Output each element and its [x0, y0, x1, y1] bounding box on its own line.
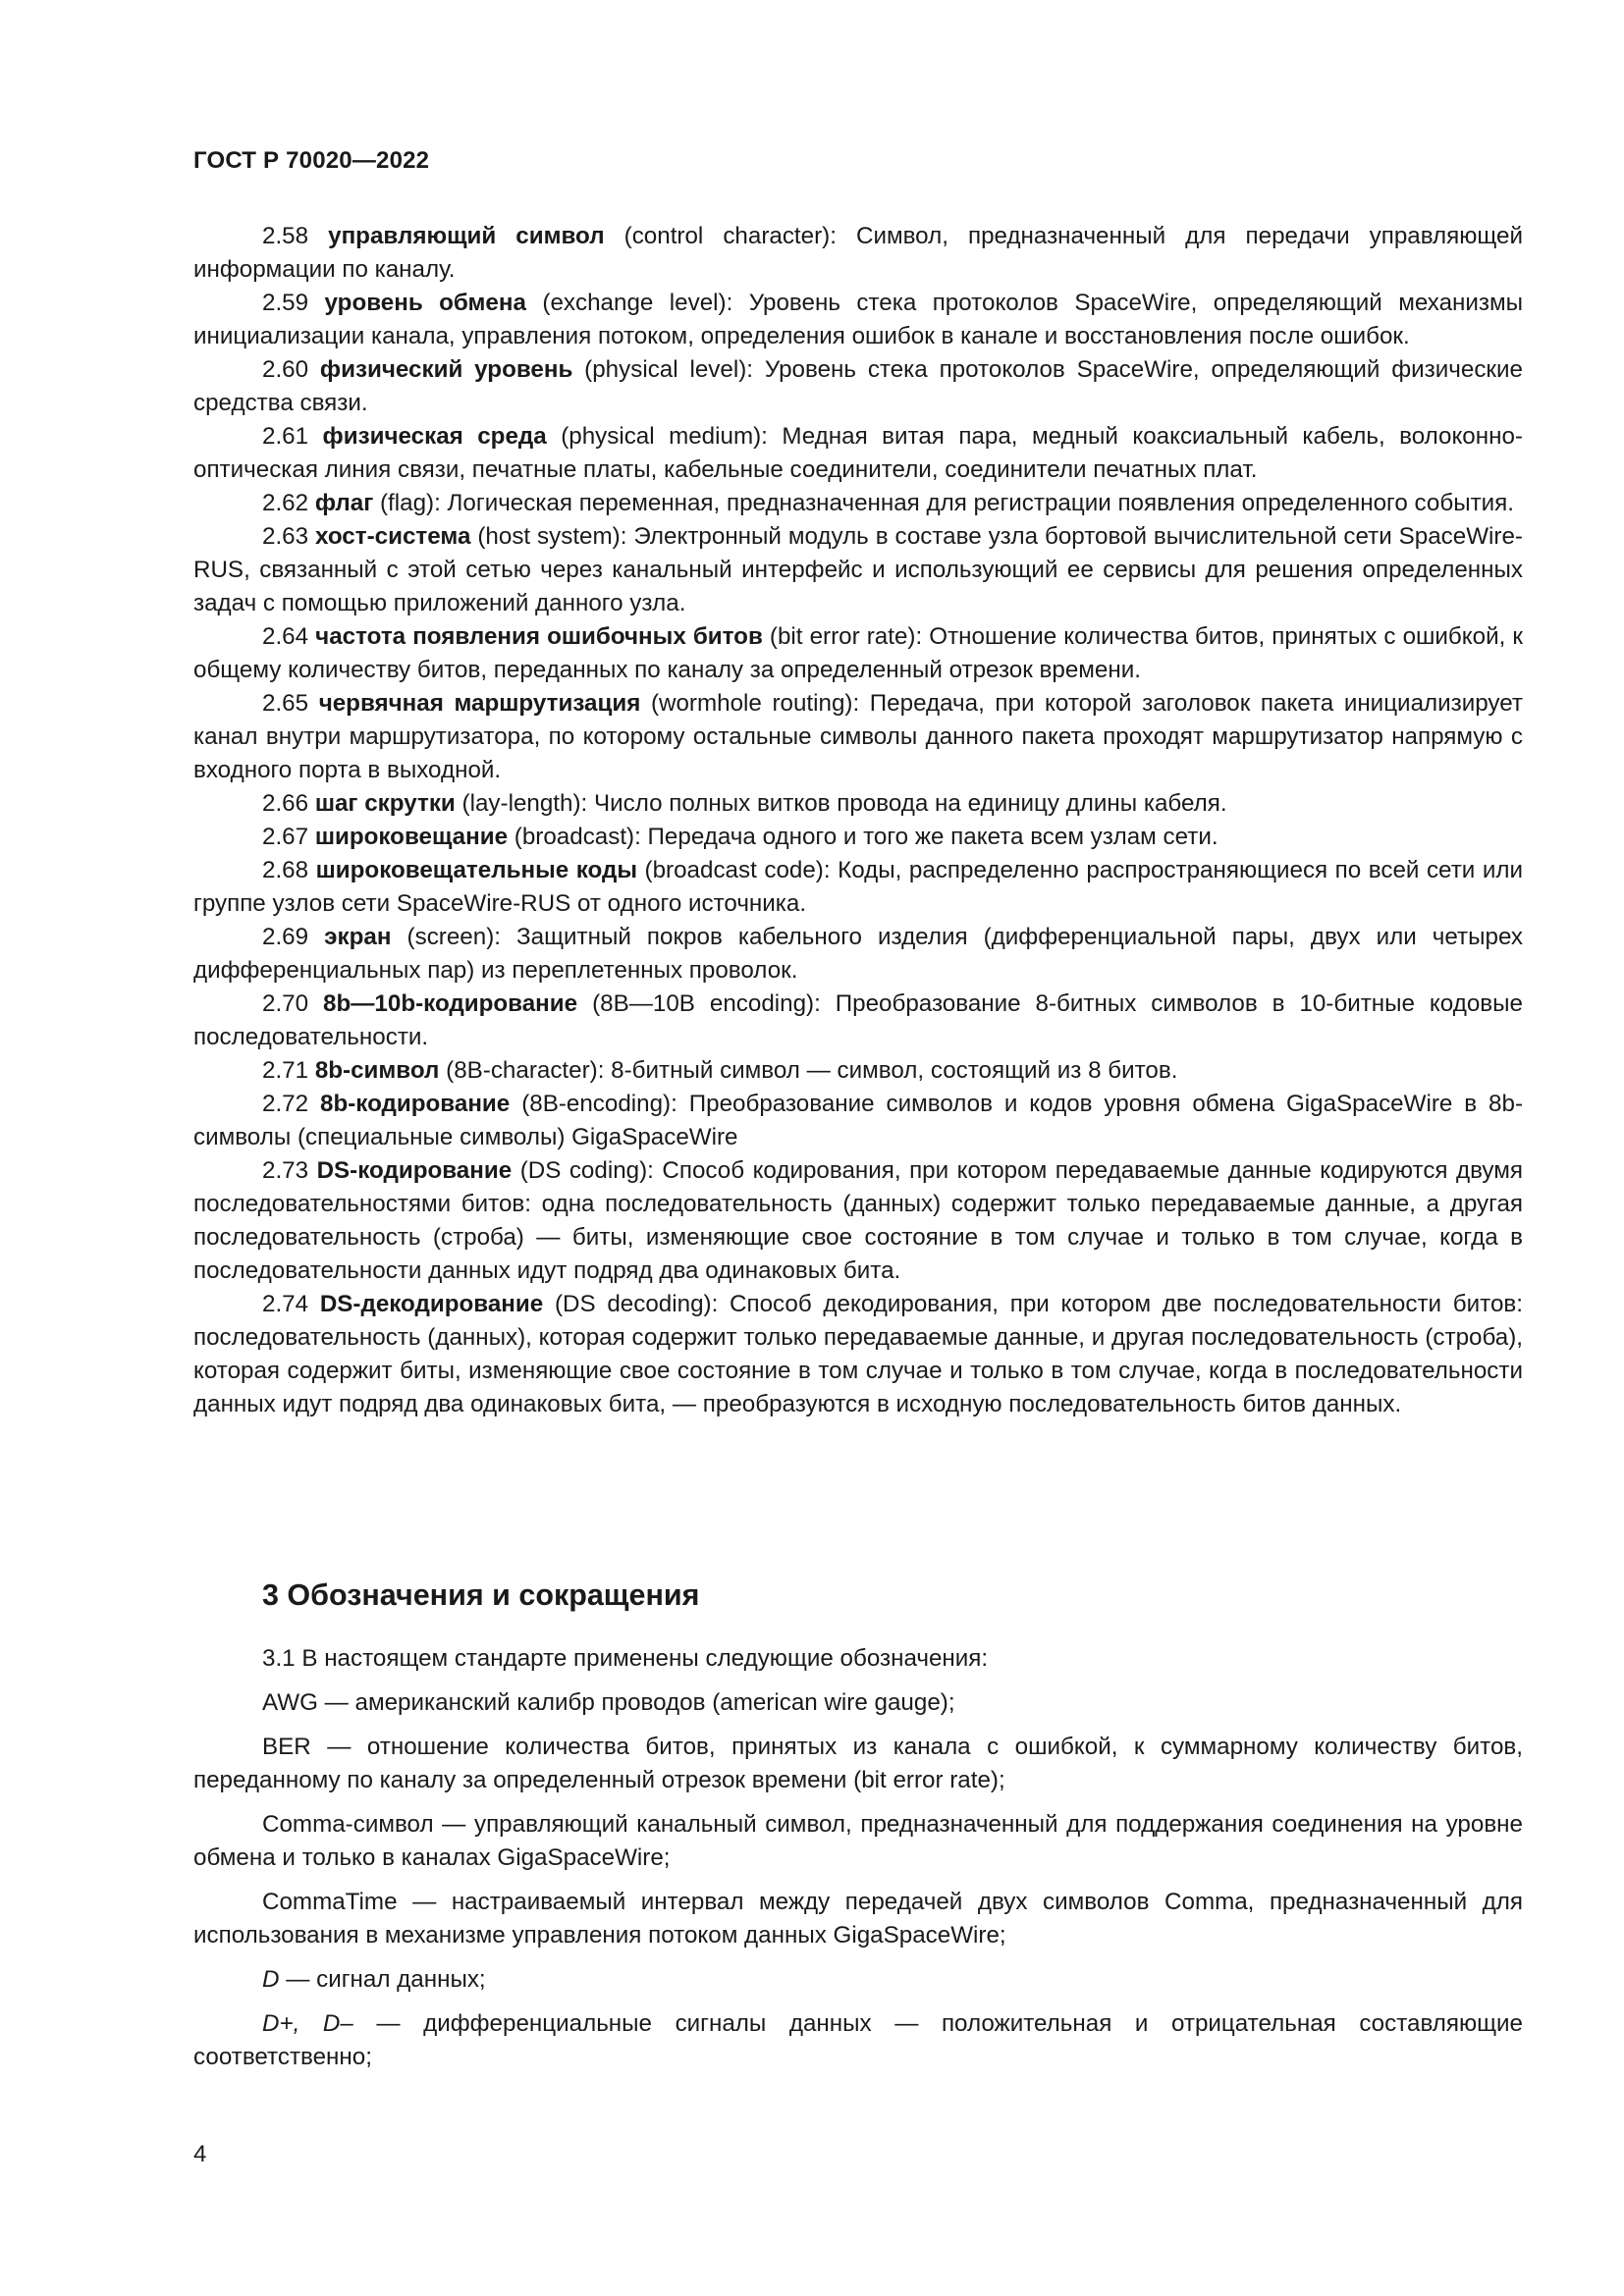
definition-number: 2.61 [262, 423, 309, 450]
definition-text: (DS coding): Способ кодирования, при котором передаваемые данные кодируются двумя последовательностями битов: одна последовательность (данных) содержит только передаваемые данные, а другая последовательность (строба) — биты, изменяющие свое состояние в том случае и только в том случае, когда в последовательности данных идут подряд два одинаковых бита. [193, 1157, 1523, 1284]
definition-number: 2.66 [262, 790, 309, 817]
definition-term: DS-декодирование [319, 1291, 544, 1317]
definition-text: (bit error rate): Отношение количества битов, принятых с ошибкой, к общему количеству битов, переданных по каналу за определенный отрезок времени. [193, 623, 1523, 683]
definition-term: 8b-символ [314, 1057, 440, 1084]
definition-term: 8b-кодирование [320, 1091, 511, 1117]
definition-text: (physical level): Уровень стека протоколов SpaceWire, определяющий физические средства связи. [193, 356, 1523, 416]
definition-term: 8b—10b-кодирование [323, 990, 578, 1017]
definition-number: 2.70 [262, 990, 309, 1017]
definition-text: (flag): Логическая переменная, предназначенная для регистрации появления определенного события. [380, 490, 1514, 516]
abbreviation-item [193, 2007, 1523, 2074]
definitions-list [193, 220, 1523, 1421]
definition-term: широковещательные коды [315, 857, 637, 883]
abbreviation-text: CommaTime — настраиваемый интервал между передачей двух символов Comma, предназначенный для использования в механизме управления потоком данных GigaSpaceWire; [193, 1889, 1523, 1949]
abbreviations-list [193, 1642, 1523, 2085]
definition-text: (DS decoding): Способ декодирования, при котором две последовательности битов: последовательность (данных), которая содержит только передаваемые данные, и другая последовательность (строба), которая содержит биты, изменяющие свое состояние в том случае и только в том случае, когда в последовательности данных идут подряд два одинаковых бита, — преобразуются в исходную последовательность битов данных. [193, 1291, 1523, 1417]
abbreviation-text: AWG — американский калибр проводов (american wire gauge); [262, 1689, 955, 1716]
definition-text: (control character): Символ, предназначенный для передачи управляющей информации по каналу. [193, 223, 1523, 283]
definition-number: 2.69 [262, 924, 309, 950]
document-header: ГОСТ Р 70020—2022 [193, 147, 430, 174]
definition-text: (screen): Защитный покров кабельного изделия (дифференциальной пары, двух или четырех дифференциальных пар) из переплетенных проволок. [193, 924, 1523, 984]
abbreviation-text: — дифференциальные сигналы данных — положительная и отрицательная составляющие соответственно; [193, 2010, 1523, 2070]
definition-term: физическая среда [322, 423, 547, 450]
definition-number: 2.58 [262, 223, 309, 249]
definition-2-65 [193, 687, 1523, 787]
definition-text: (physical medium): Медная витая пара, медный коаксиальный кабель, волоконно-оптическая линия связи, печатные платы, кабельные соединители, соединители печатных плат. [193, 423, 1523, 483]
abbreviation-text: — сигнал данных; [279, 1966, 486, 1993]
definition-term: частота появления ошибочных битов [315, 623, 763, 650]
definition-term: экран [324, 924, 392, 950]
definition-number: 2.73 [262, 1157, 309, 1184]
definition-2-68 [193, 854, 1523, 921]
abbreviation-item [193, 1808, 1523, 1875]
definition-2-70 [193, 988, 1523, 1054]
definition-number: 2.68 [262, 857, 309, 883]
definition-text: (8B-character): 8-битный символ — символ, состоящий из 8 битов. [446, 1057, 1178, 1084]
definition-text: (lay-length): Число полных витков провода на единицу длины кабеля. [461, 790, 1227, 817]
abbreviation-text: Comma-символ — управляющий канальный символ, предназначенный для поддержания соединения на уровне обмена и только в каналах GigaSpaceWire; [193, 1811, 1523, 1871]
definition-term: DS-кодирование [316, 1157, 513, 1184]
definition-text: (broadcast code): Коды, распределенно распространяющиеся по всей сети или группе узлов сети SpaceWire-RUS от одного источника. [193, 857, 1523, 917]
definition-2-74 [193, 1288, 1523, 1421]
definition-term: хост-система [315, 523, 471, 550]
definition-number: 2.64 [262, 623, 309, 650]
definition-text: (8B-encoding): Преобразование символов и кодов уровня обмена GigaSpaceWire в 8b-символы (специальные символы) GigaSpaceWire [193, 1091, 1523, 1150]
page-number: 4 [193, 2141, 207, 2167]
definition-text: (exchange level): Уровень стека протоколов SpaceWire, определяющий механизмы инициализации канала, управления потоком, определения ошибок в канале и восстановления после ошибок. [193, 290, 1523, 349]
abbreviation-item [193, 1886, 1523, 1952]
definition-2-60 [193, 353, 1523, 420]
abbreviation-item [193, 1731, 1523, 1797]
definition-2-72 [193, 1088, 1523, 1154]
definition-2-58 [193, 220, 1523, 287]
definition-text: (wormhole routing): Передача, при которой заголовок пакета инициализирует канал внутри маршрутизатора, по которому остальные символы данного пакета проходят маршрутизатор напрямую с входного порта в выходной. [193, 690, 1523, 783]
section-3-intro: 3.1 В настоящем стандарте применены следующие обозначения: [262, 1645, 989, 1672]
definition-term: шаг скрутки [314, 790, 456, 817]
definition-number: 2.71 [262, 1057, 309, 1084]
definition-2-73 [193, 1154, 1523, 1288]
abbreviation-item [193, 1686, 1523, 1720]
definition-2-66 [193, 787, 1523, 821]
definition-2-62 [193, 487, 1523, 520]
abbreviation-item [193, 1963, 1523, 1997]
definition-term: физический уровень [319, 356, 573, 383]
definition-2-63 [193, 520, 1523, 620]
definition-term: уровень обмена [324, 290, 526, 316]
definition-text: (8B—10B encoding): Преобразование 8-битных символов в 10-битные кодовые последовательности. [193, 990, 1523, 1050]
definition-number: 2.65 [262, 690, 309, 717]
definition-2-64 [193, 620, 1523, 687]
definition-text: (host system): Электронный модуль в составе узла бортовой вычислительной сети SpaceWire-RUS, связанный с этой сетью через канальный интерфейс и использующий ее сервисы для решения определенных задач с помощью приложений данного узла. [193, 523, 1523, 616]
definition-number: 2.60 [262, 356, 309, 383]
definition-number: 2.62 [262, 490, 309, 516]
section-3-title: 3 Обозначения и сокращения [262, 1578, 700, 1612]
definition-2-61 [193, 420, 1523, 487]
definition-number: 2.59 [262, 290, 309, 316]
abbreviation-symbol: D+, D– [262, 2010, 353, 2037]
definition-2-67 [193, 821, 1523, 854]
definition-term: червячная маршрутизация [318, 690, 641, 717]
definition-term: управляющий символ [328, 223, 605, 249]
definition-number: 2.74 [262, 1291, 309, 1317]
definition-number: 2.72 [262, 1091, 309, 1117]
definition-term: флаг [314, 490, 374, 516]
definition-term: широковещание [314, 824, 509, 850]
abbreviation-text: BER — отношение количества битов, принятых из канала с ошибкой, к суммарному количеству битов, переданному по каналу за определенный отрезок времени (bit error rate); [193, 1734, 1523, 1793]
definition-2-69 [193, 921, 1523, 988]
definition-2-59 [193, 287, 1523, 353]
definition-text: (broadcast): Передача одного и того же пакета всем узлам сети. [514, 824, 1218, 850]
definition-2-71 [193, 1054, 1523, 1088]
abbreviation-symbol: D [262, 1966, 280, 1993]
definition-number: 2.67 [262, 824, 309, 850]
definition-number: 2.63 [262, 523, 309, 550]
